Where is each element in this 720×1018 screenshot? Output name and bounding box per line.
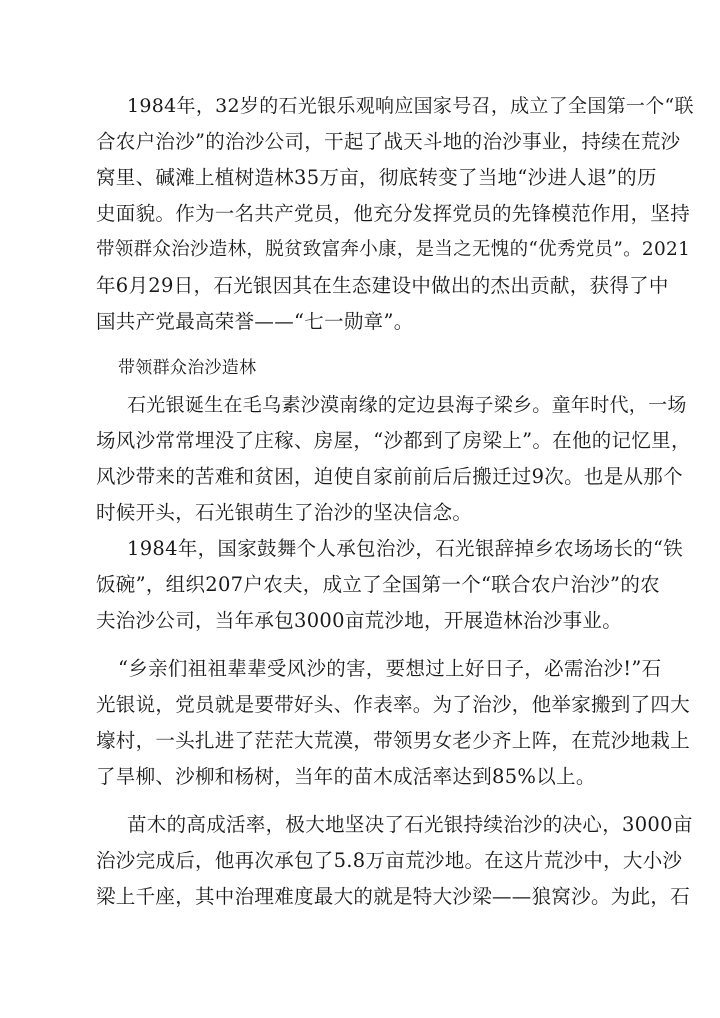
text-line: 治沙完成后，他再次承包了5.8万亩荒沙地。在这片荒沙中，大小沙	[96, 849, 683, 872]
text-line: 1984年，32岁的石光银乐观响应国家号召，成立了全国第一个“联	[127, 95, 694, 117]
text-line: 年6月29日，石光银因其在生态建设中做出的杰出贡献，获得了中	[96, 274, 669, 297]
text-line: 梁上千座，其中治理难度最大的就是特大沙梁——狼窝沙。为此，石	[96, 885, 691, 908]
text-line: 国共产党最高荣誉——“七一勋章”。	[96, 310, 414, 333]
text-line: 了旱柳、沙柳和杨树，当年的苗木成活率达到85%以上。	[96, 765, 596, 788]
text-line: 合农户治沙”的治沙公司，干起了战天斗地的治沙事业，持续在荒沙	[96, 130, 681, 153]
text-line: 史面貌。作为一名共产党员，他充分发挥党员的先锋模范作用，坚持	[96, 202, 691, 225]
text-line: 光银说，党员就是要带好头、作表率。为了治沙，他举家搬到了四大	[96, 693, 691, 716]
text-line: 窝里、碱滩上植树造林35万亩，彻底转变了当地“沙进人退”的历	[96, 166, 657, 189]
section-heading: 带领群众治沙造林	[118, 358, 257, 378]
text-line: 场风沙常常埋没了庄稼、房屋，“沙都到了房梁上”。在他的记忆里，	[96, 429, 691, 452]
text-line: 饭碗”，组织207户农夫，成立了全国第一个“联合农户治沙”的农	[96, 573, 660, 596]
text-line: 风沙带来的苦难和贫困，迫使自家前前后后搬迁过9次。也是从那个	[96, 465, 683, 488]
text-line: 夫治沙公司，当年承包3000亩荒沙地，开展造林治沙事业。	[96, 609, 623, 632]
text-line: 壕村，一头扎进了茫茫大荒漠，带领男女老少齐上阵，在荒沙地栽上	[96, 729, 691, 752]
text-line: 石光银诞生在毛乌素沙漠南缘的定边县海子梁乡。童年时代，一场	[127, 394, 687, 416]
text-line: 苗木的高成活率，极大地坚决了石光银持续治沙的决心，3000亩	[127, 813, 693, 836]
text-line: 1984年，国家鼓舞个人承包治沙，石光银辞掉乡农场场长的“铁	[127, 537, 684, 560]
text-line: 带领群众治沙造林，脱贫致富奔小康，是当之无愧的“优秀党员”。2021	[96, 239, 691, 260]
text-line: 时候开头，石光银萌生了治沙的坚决信念。	[96, 501, 473, 524]
text-line: “乡亲们祖祖辈辈受风沙的害，要想过上好日子，必需治沙!”石	[118, 657, 662, 680]
